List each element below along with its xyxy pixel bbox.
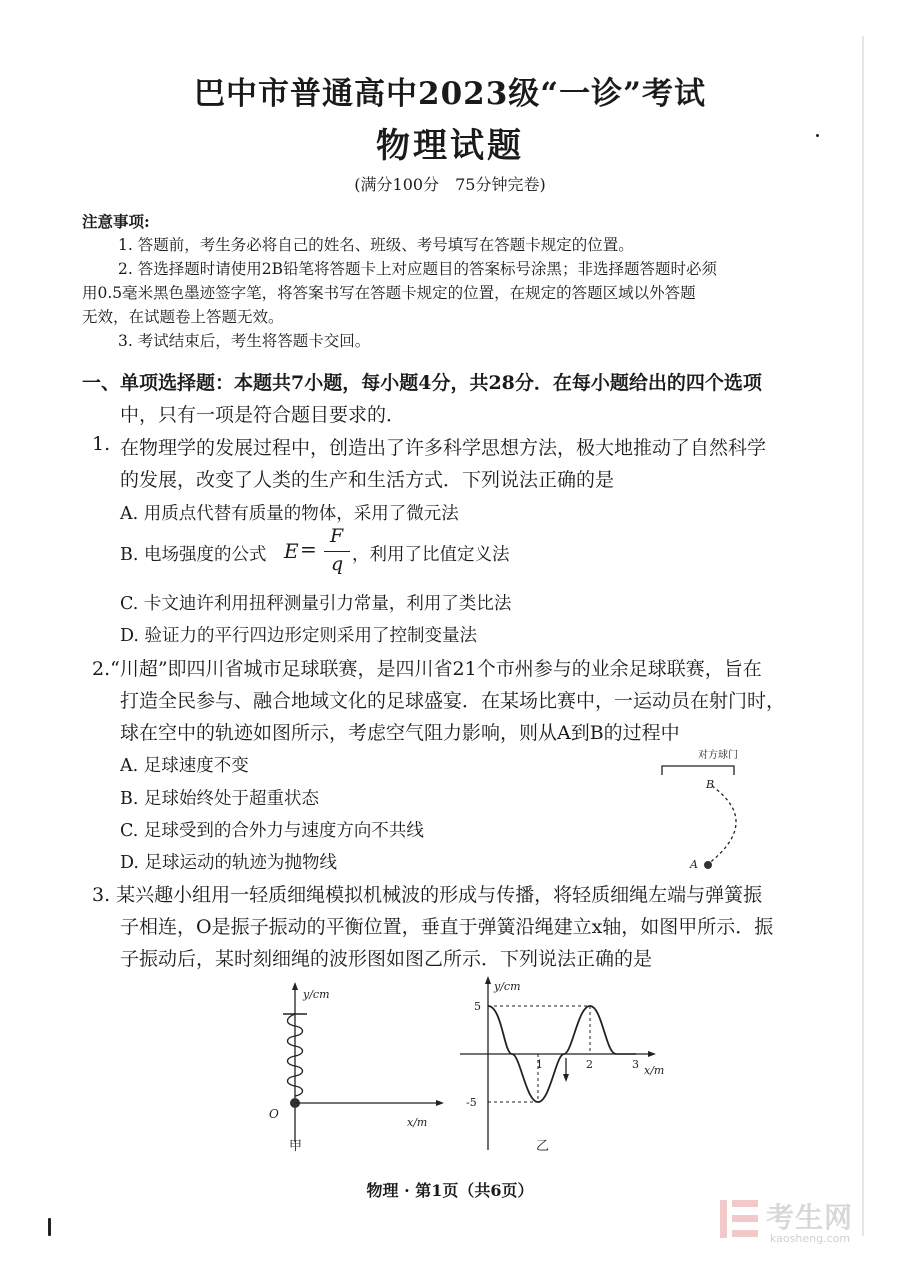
- label-b: B: [706, 778, 715, 791]
- exam-title: 巴中市普通高中2023级“一诊”考试: [194, 76, 706, 112]
- subject-title: 物理试题: [376, 126, 524, 166]
- q1-stem-line2: 的发展，改变了人类的生产和生活方式．下列说法正确的是: [120, 469, 615, 491]
- notice-item-2-end: 无效，在试题卷上答题无效。: [82, 308, 284, 326]
- q2-option-a: A. 足球速度不变: [120, 756, 249, 776]
- q2-trajectory-figure: [650, 744, 760, 874]
- q3-figure-yi: [440, 972, 670, 1162]
- yi-tick-2: 2: [586, 1058, 593, 1071]
- q1-formula-numerator: F: [330, 525, 344, 547]
- q1-option-b-prefix: B. 电场强度的公式: [120, 545, 267, 565]
- jia-y-label: y/cm: [303, 988, 330, 1001]
- q1-fraction-bar: [324, 551, 350, 552]
- q3-figure-jia: [255, 980, 445, 1160]
- notice-item-3: 3. 考试结束后，考生将答题卡交回。: [118, 332, 371, 350]
- scan-dot: [816, 134, 819, 137]
- q3-stem-line2: 子相连，O是振子振动的平衡位置，垂直于弹簧沿绳建立x轴，如图甲所示．振: [120, 916, 774, 938]
- q2-stem-line1: 2.“川超”即四川省城市足球联赛，是四川省21个市州参与的业余足球联赛，旨在: [92, 658, 762, 680]
- label-a: A: [690, 858, 698, 871]
- goal-frame: [662, 766, 734, 775]
- page-footer: 物理 · 第1页（共6页）: [366, 1181, 534, 1200]
- q2-stem-line3: 球在空中的轨迹如图所示，考虑空气阻力影响，则从A到B的过程中: [120, 722, 680, 744]
- q1-formula-eq: =: [300, 537, 317, 561]
- watermark-sub: kaosheng.com: [770, 1232, 851, 1245]
- jia-x-label: x/m: [407, 1116, 428, 1129]
- section-1-heading: 一、单项选择题：本题共7小题，每小题4分，共28分．在每小题给出的四个选项: [82, 372, 762, 394]
- yi-y-neg: -5: [466, 1096, 477, 1109]
- q2-stem-line2: 打造全民参与、融合地域文化的足球盛宴．在某场比赛中，一运动员在射门时，: [120, 690, 786, 712]
- ball: [704, 861, 712, 869]
- q2-option-d: D. 足球运动的轨迹为抛物线: [120, 853, 338, 873]
- q2-option-c: C. 足球受到的合外力与速度方向不共线: [120, 821, 424, 841]
- q1-formula-E: E: [284, 539, 299, 563]
- q1-option-d: D. 验证力的平行四边形定则采用了控制变量法: [120, 626, 478, 646]
- q3-stem-line1: 3. 某兴趣小组用一轻质细绳模拟机械波的形成与传播，将轻质细绳左端与弹簧振: [92, 884, 763, 906]
- notice-item-2: 2. 答选择题时请使用2B铅笔将答题卡上对应题目的答案标号涂黑；非选择题答题时必须: [118, 260, 717, 278]
- exam-info: (满分100分 75分钟完卷): [354, 175, 546, 194]
- q1-option-b-suffix: ，利用了比值定义法: [352, 545, 510, 565]
- watermark-text: 考生网: [766, 1201, 854, 1234]
- section-1-heading-cont: 中，只有一项是符合题目要求的．: [120, 404, 406, 426]
- trajectory-curve: [708, 786, 736, 864]
- q1-option-c: C. 卡文迪许利用扭秤测量引力常量，利用了类比法: [120, 594, 512, 614]
- jia-caption: 甲: [289, 1139, 303, 1154]
- yi-y-label: y/cm: [494, 980, 521, 993]
- yi-tick-3: 3: [632, 1058, 639, 1071]
- scan-mark: [48, 1218, 51, 1236]
- q3-stem-line3: 子振动后，某时刻细绳的波形图如图乙所示．下列说法正确的是: [120, 948, 653, 970]
- goal-label: 对方球门: [698, 750, 738, 761]
- yi-x-label: x/m: [644, 1064, 665, 1077]
- q1-option-a: A. 用质点代替有质量的物体，采用了微元法: [120, 504, 459, 524]
- jia-origin: O: [269, 1107, 279, 1121]
- yi-caption: 乙: [536, 1139, 550, 1154]
- q1-formula-denominator: q: [331, 553, 344, 575]
- notice-heading: 注意事项:: [82, 212, 150, 231]
- q1-stem-line1: 在物理学的发展过程中，创造出了许多科学思想方法，极大地推动了自然科学: [120, 437, 767, 459]
- q1-number: 1.: [92, 433, 111, 455]
- yi-y-pos: 5: [474, 1000, 481, 1013]
- q2-option-b: B. 足球始终处于超重状态: [120, 789, 319, 809]
- yi-tick-1: 1: [536, 1058, 543, 1071]
- watermark-logo-icon: [718, 1196, 760, 1242]
- notice-item-1: 1. 答题前，考生务必将自己的姓名、班级、考号填写在答题卡规定的位置。: [118, 236, 634, 254]
- notice-item-2-cont: 用0.5毫米黑色墨迹签字笔，将答案书写在答题卡规定的位置，在规定的答题区域以外答题: [82, 284, 696, 302]
